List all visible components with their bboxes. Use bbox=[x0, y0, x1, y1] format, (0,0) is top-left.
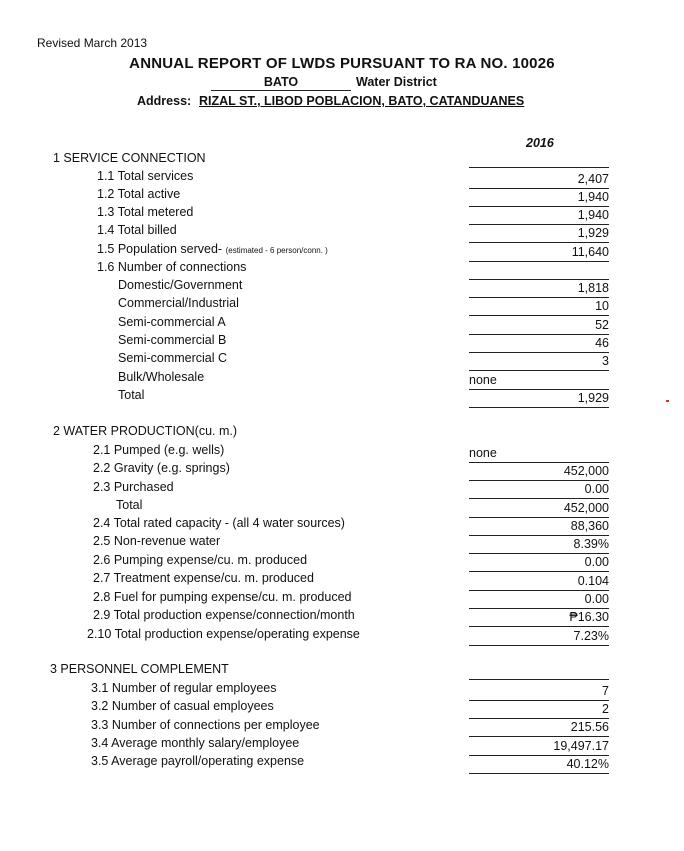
row-value: 46 bbox=[469, 336, 609, 353]
address-value: RIZAL ST., LIBOD POBLACION, BATO, CATANDUANES bbox=[199, 94, 525, 108]
row-label: Semi-commercial B bbox=[118, 333, 227, 347]
row-value: 7 bbox=[469, 684, 609, 701]
row-value: none bbox=[469, 373, 609, 390]
table-rule bbox=[469, 679, 609, 680]
row-label: 3.3 Number of connections per employee bbox=[91, 718, 320, 732]
row-value: 0.104 bbox=[469, 574, 609, 591]
row-value: 2 bbox=[469, 702, 609, 719]
report-year: 2016 bbox=[526, 136, 554, 150]
row-value: 2,407 bbox=[469, 172, 609, 189]
table-rule bbox=[469, 279, 609, 280]
row-label: 2.4 Total rated capacity - (all 4 water sources) bbox=[93, 516, 345, 530]
row-value: ₱16.30 bbox=[469, 610, 609, 627]
row-value: none bbox=[469, 446, 609, 463]
row-label: 1.6 Number of connections bbox=[97, 260, 247, 274]
row-label: Bulk/Wholesale bbox=[118, 370, 205, 384]
section-heading-personnel: 3 PERSONNEL COMPLEMENT bbox=[50, 662, 229, 676]
row-label: 3.4 Average monthly salary/employee bbox=[91, 736, 300, 750]
row-value: 1,940 bbox=[469, 190, 609, 207]
row-label: Domestic/Government bbox=[118, 278, 243, 292]
district-name: BATO bbox=[211, 75, 351, 91]
row-value: 88,360 bbox=[469, 519, 609, 536]
row-value: 3 bbox=[469, 354, 609, 371]
row-label: 2.9 Total production expense/connection/month bbox=[93, 608, 355, 622]
row-label-text: 1.5 Population served- bbox=[97, 242, 223, 256]
row-label: 2.7 Treatment expense/cu. m. produced bbox=[93, 571, 314, 585]
row-value: 52 bbox=[469, 318, 609, 335]
row-label: Total bbox=[118, 388, 145, 402]
row-label: 2.2 Gravity (e.g. springs) bbox=[93, 461, 230, 475]
section-heading-water-production: 2 WATER PRODUCTION(cu. m.) bbox=[53, 424, 238, 438]
row-value: 215.56 bbox=[469, 720, 609, 737]
row-label: 1.1 Total services bbox=[97, 169, 194, 183]
row-value: 1,818 bbox=[469, 281, 609, 298]
row-value: 1,929 bbox=[469, 391, 609, 408]
row-label: 2.3 Purchased bbox=[93, 480, 174, 494]
row-label: 3.2 Number of casual employees bbox=[91, 699, 274, 713]
section-heading-service-connection: 1 SERVICE CONNECTION bbox=[53, 151, 206, 165]
row-label: 1.3 Total metered bbox=[97, 205, 194, 219]
row-label: Commercial/Industrial bbox=[118, 296, 239, 310]
row-value: 19,497.17 bbox=[469, 739, 609, 756]
row-value: 0.00 bbox=[469, 592, 609, 609]
scan-speck bbox=[666, 400, 669, 402]
row-value: 0.00 bbox=[469, 482, 609, 499]
revised-date: Revised March 2013 bbox=[37, 36, 148, 50]
row-value: 0.00 bbox=[469, 555, 609, 572]
row-label: 2.5 Non-revenue water bbox=[93, 534, 221, 548]
row-label: 3.5 Average payroll/operating expense bbox=[91, 754, 305, 768]
row-label: 2.1 Pumped (e.g. wells) bbox=[93, 443, 225, 457]
row-label: 2.6 Pumping expense/cu. m. produced bbox=[93, 553, 308, 567]
row-label: 1.2 Total active bbox=[97, 187, 181, 201]
row-label: Semi-commercial C bbox=[118, 351, 228, 365]
row-value: 8.39% bbox=[469, 537, 609, 554]
row-value: 10 bbox=[469, 299, 609, 316]
row-value: 7.23% bbox=[469, 629, 609, 646]
row-value: 452,000 bbox=[469, 501, 609, 518]
report-title: ANNUAL REPORT OF LWDS PURSUANT TO RA NO. 10026 bbox=[129, 55, 555, 72]
row-label: Total bbox=[116, 498, 143, 512]
district-suffix: Water District bbox=[356, 75, 437, 89]
row-label: 1.4 Total billed bbox=[97, 223, 177, 237]
row-label: 2.8 Fuel for pumping expense/cu. m. produced bbox=[93, 590, 352, 604]
row-value: 1,929 bbox=[469, 226, 609, 243]
address-label: Address: bbox=[137, 94, 192, 108]
row-label: 2.10 Total production expense/operating expense bbox=[87, 627, 360, 641]
row-label: 3.1 Number of regular employees bbox=[91, 681, 277, 695]
row-label bbox=[97, 242, 328, 256]
row-label-note: (estimated - 6 person/conn. ) bbox=[225, 246, 328, 255]
row-value: 1,940 bbox=[469, 208, 609, 225]
row-value: 452,000 bbox=[469, 464, 609, 481]
row-value: 40.12% bbox=[469, 757, 609, 774]
row-label: Semi-commercial A bbox=[118, 315, 226, 329]
table-top-rule bbox=[469, 167, 609, 168]
row-value: 11,640 bbox=[469, 245, 609, 262]
